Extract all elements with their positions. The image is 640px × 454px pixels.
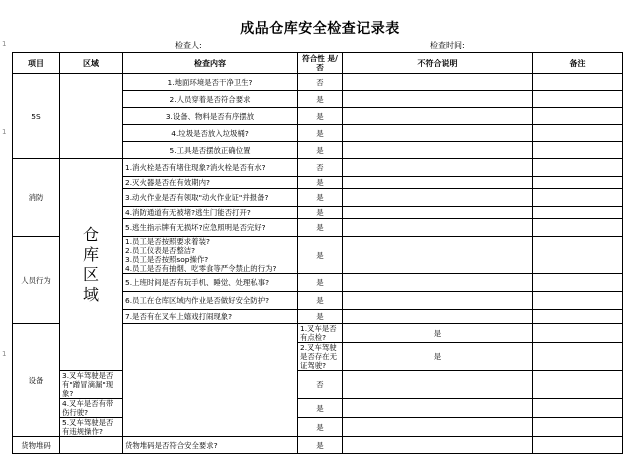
pass-cell: 否 <box>298 74 343 91</box>
check-item: 2.人员穿着是否符合要求 <box>123 91 298 108</box>
check-line: 1.员工是否按照要求着装? <box>125 237 210 246</box>
issue-cell[interactable] <box>343 177 533 189</box>
check-item: 5.上班时间是否有玩手机、睡觉、处理私事? <box>123 274 298 292</box>
header-project: 项目 <box>13 53 60 74</box>
remark-cell[interactable] <box>533 237 623 274</box>
issue-cell[interactable] <box>343 274 533 292</box>
check-item: 7.是否有在叉车上嬉戏打闹现象? <box>123 310 298 324</box>
inspection-table <box>12 52 623 454</box>
check-item: 1.地面环境是否干净卫生? <box>123 74 298 91</box>
header-issue: 不符合说明 <box>343 53 533 74</box>
remark-cell[interactable] <box>533 142 623 159</box>
group-cargo: 货物堆码 <box>13 437 60 454</box>
table-row <box>13 159 623 177</box>
issue-cell[interactable] <box>343 437 533 454</box>
check-line: 4.员工是否有抽烟、吃零食等严令禁止的行为? <box>125 264 277 273</box>
pass-cell: 是 <box>298 437 343 454</box>
remark-cell[interactable] <box>533 399 623 418</box>
pass-cell: 是 <box>298 418 343 437</box>
area-name <box>60 159 123 371</box>
pass-cell: 是 <box>343 343 533 371</box>
pass-cell: 是 <box>298 399 343 418</box>
check-line: 3.员工是否按照sop操作? <box>125 255 209 264</box>
issue-cell[interactable] <box>343 142 533 159</box>
remark-cell[interactable] <box>533 292 623 310</box>
remark-cell[interactable] <box>533 418 623 437</box>
page-title: 成品仓库安全检查记录表 <box>240 21 400 37</box>
area-cell-blank <box>60 74 123 159</box>
check-item: 4.叉车是否有带伤行驶? <box>60 399 123 418</box>
remark-cell[interactable] <box>533 91 623 108</box>
area-cell-blank <box>123 324 298 437</box>
area-cell-blank <box>60 437 123 454</box>
pass-cell: 是 <box>298 125 343 142</box>
issue-cell[interactable] <box>533 324 623 343</box>
issue-cell[interactable] <box>343 371 533 399</box>
check-item: 4.消防通道有无被堵?逃生门能否打开? <box>123 207 298 219</box>
side-mark: 1 <box>2 350 7 358</box>
pass-cell: 是 <box>298 310 343 324</box>
remark-cell[interactable] <box>533 310 623 324</box>
header-row <box>13 53 623 74</box>
remark-cell[interactable] <box>533 177 623 189</box>
remark-cell[interactable] <box>533 219 623 237</box>
issue-cell[interactable] <box>343 207 533 219</box>
issue-cell[interactable] <box>343 237 533 274</box>
remark-cell[interactable] <box>533 125 623 142</box>
pass-cell: 是 <box>298 219 343 237</box>
area-char: 域 <box>82 284 99 304</box>
pass-cell: 是 <box>298 108 343 125</box>
check-item: 6.员工在仓库区域内作业是否做好安全防护? <box>123 292 298 310</box>
remark-cell[interactable] <box>533 371 623 399</box>
inspector-label: 检查人: <box>175 41 202 50</box>
pass-cell: 是 <box>298 207 343 219</box>
time-label: 检查时间: <box>430 41 465 50</box>
pass-cell: 是 <box>298 189 343 207</box>
group-5s: 5S <box>13 74 60 159</box>
issue-cell[interactable] <box>343 292 533 310</box>
remark-cell[interactable] <box>533 189 623 207</box>
group-behavior: 人员行为 <box>13 237 60 324</box>
table-row <box>13 74 623 91</box>
check-item: 3.设备、物料是否有序摆放 <box>123 108 298 125</box>
check-item: 5.叉车驾驶是否有违规操作? <box>60 418 123 437</box>
pass-cell: 是 <box>298 142 343 159</box>
check-item: 3.动火作业是否有领取"动火作业证"并报备? <box>123 189 298 207</box>
check-item: 5.工具是否摆放正确位置 <box>123 142 298 159</box>
group-equipment: 设备 <box>13 324 60 437</box>
issue-cell[interactable] <box>343 189 533 207</box>
check-item <box>123 237 298 274</box>
pass-cell: 是 <box>298 237 343 274</box>
check-line: 2.员工仪表是否整洁? <box>125 246 196 255</box>
table-row <box>13 371 623 399</box>
remark-cell[interactable] <box>533 159 623 177</box>
pass-cell: 是 <box>298 274 343 292</box>
header-area: 区域 <box>60 53 123 74</box>
pass-cell: 是 <box>298 292 343 310</box>
header-remark: 备注 <box>533 53 623 74</box>
remark-cell[interactable] <box>533 207 623 219</box>
table-row <box>13 399 623 418</box>
pass-cell: 否 <box>298 371 343 399</box>
remark-cell[interactable] <box>533 108 623 125</box>
issue-cell[interactable] <box>343 125 533 142</box>
check-item: 1.消火栓是否有堵住现象?消火栓是否有水? <box>123 159 298 177</box>
area-char: 仓 <box>82 224 99 244</box>
area-char: 库 <box>82 244 99 264</box>
issue-cell[interactable] <box>343 219 533 237</box>
table-row <box>13 437 623 454</box>
side-mark: 1 <box>2 40 7 48</box>
pass-cell: 是 <box>298 91 343 108</box>
pass-cell: 否 <box>298 159 343 177</box>
issue-cell[interactable] <box>533 343 623 371</box>
check-item: 2.灭火器是否在有效期内? <box>123 177 298 189</box>
check-item: 5.逃生指示牌有无损坏?应急照明是否完好? <box>123 219 298 237</box>
side-mark: 1 <box>2 128 7 136</box>
check-item: 3.叉车驾驶是否有"蹭冒滴漏"现象? <box>60 371 123 399</box>
issue-cell[interactable] <box>343 310 533 324</box>
remark-cell[interactable] <box>533 74 623 91</box>
remark-cell[interactable] <box>533 437 623 454</box>
issue-cell[interactable] <box>343 418 533 437</box>
remark-cell[interactable] <box>533 274 623 292</box>
header-pass: 符合性 是/否 <box>298 53 343 74</box>
header-content: 检查内容 <box>123 53 298 74</box>
issue-cell[interactable] <box>343 91 533 108</box>
check-item: 货物堆码是否符合安全要求? <box>123 437 298 454</box>
group-fire: 消防 <box>13 159 60 237</box>
issue-cell[interactable] <box>343 159 533 177</box>
check-item: 1.叉车是否有点检? <box>298 324 343 343</box>
issue-cell[interactable] <box>343 399 533 418</box>
issue-cell[interactable] <box>343 74 533 91</box>
pass-cell: 是 <box>298 177 343 189</box>
area-char: 区 <box>82 264 99 284</box>
check-item: 2.叉车驾驶是否存在无证驾驶? <box>298 343 343 371</box>
table-row <box>13 418 623 437</box>
issue-cell[interactable] <box>343 108 533 125</box>
check-item: 4.垃圾是否放入垃圾桶? <box>123 125 298 142</box>
pass-cell: 是 <box>343 324 533 343</box>
